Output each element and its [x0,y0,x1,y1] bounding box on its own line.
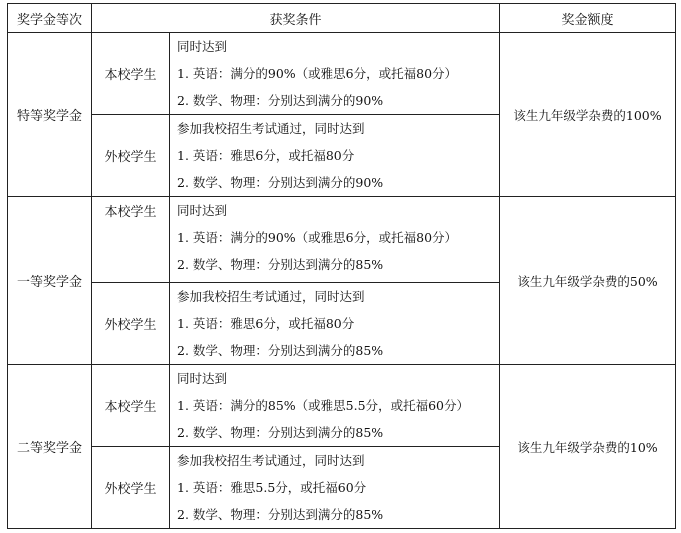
condition-cell [170,197,500,283]
table-row [8,365,676,447]
condition-line: 同时达到 [177,39,228,54]
condition-line: 1. 英语：满分的90%（或雅思6分，或托福80分） [177,230,458,245]
condition-line: 2. 数学、物理：分别达到满分的85% [177,343,384,358]
condition-cell [170,283,500,365]
header-condition: 获奖条件 [92,4,500,33]
condition-line: 参加我校招生考试通过，同时达到 [177,289,365,304]
scholarship-amount: 该生九年级学杂费的100% [500,33,676,197]
scholarship-table [7,3,676,529]
condition-line: 参加我校招生考试通过，同时达到 [177,121,365,136]
condition-line: 1. 英语：雅思6分，或托福80分 [177,316,355,331]
condition-line: 1. 英语：满分的90%（或雅思6分，或托福80分） [177,66,458,81]
condition-cell [170,447,500,529]
condition-line: 2. 数学、物理：分别达到满分的90% [177,175,384,190]
condition-line: 1. 英语：雅思6分，或托福80分 [177,148,355,163]
header-level: 奖学金等次 [8,4,92,33]
condition-line: 2. 数学、物理：分别达到满分的85% [177,257,384,272]
condition-line: 同时达到 [177,203,228,218]
table-row [8,197,676,283]
student-type: 外校学生 [92,447,170,529]
condition-line: 2. 数学、物理：分别达到满分的90% [177,93,384,108]
condition-line: 参加我校招生考试通过，同时达到 [177,453,365,468]
condition-line: 2. 数学、物理：分别达到满分的85% [177,425,384,440]
condition-line: 同时达到 [177,371,228,386]
condition-line: 2. 数学、物理：分别达到满分的85% [177,507,384,522]
scholarship-amount: 该生九年级学杂费的50% [500,197,676,365]
student-type: 本校学生 [92,33,170,115]
scholarship-level: 特等奖学金 [8,33,92,197]
condition-cell [170,115,500,197]
scholarship-amount: 该生九年级学杂费的10% [500,365,676,529]
condition-cell [170,365,500,447]
student-type: 本校学生 [92,365,170,447]
table-header-row [8,4,676,33]
scholarship-level: 一等奖学金 [8,197,92,365]
student-type: 外校学生 [92,283,170,365]
header-amount: 奖金额度 [500,4,676,33]
condition-line: 1. 英语：雅思5.5分，或托福60分 [177,480,367,495]
condition-line: 1. 英语：满分的85%（或雅思5.5分，或托福60分） [177,398,469,413]
condition-cell [170,33,500,115]
scholarship-level: 二等奖学金 [8,365,92,529]
student-type: 外校学生 [92,115,170,197]
student-type: 本校学生 [92,197,170,283]
table-row [8,33,676,115]
